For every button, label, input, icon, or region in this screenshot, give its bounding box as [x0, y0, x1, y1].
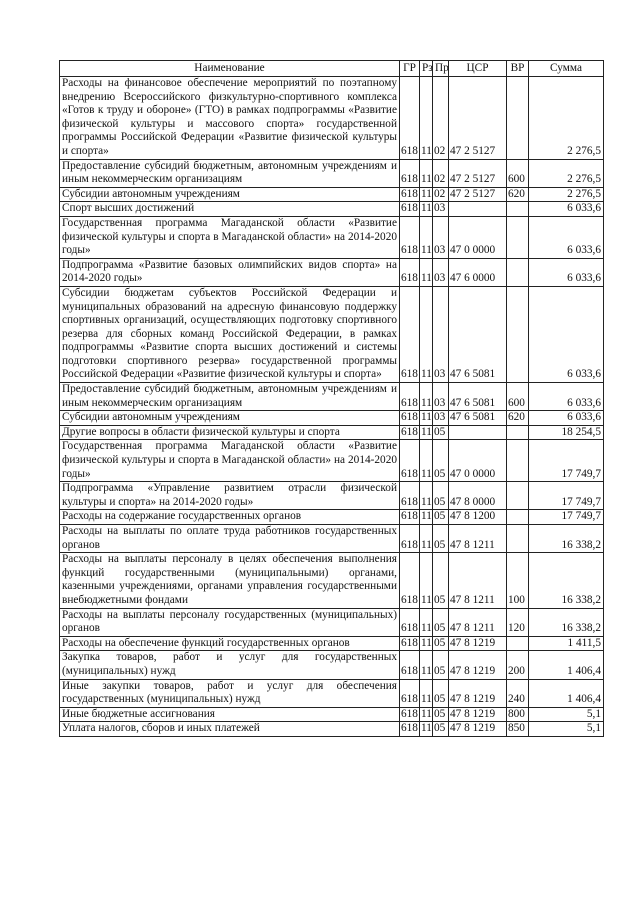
cell-csr: 47 6 5081 [449, 383, 507, 411]
cell-name: Уплата налогов, сборов и иных платежей [60, 722, 400, 737]
cell-rz: 11 [420, 608, 433, 636]
cell-gr: 618 [400, 440, 420, 482]
cell-vr [507, 202, 529, 217]
header-pr: Пр [433, 61, 449, 77]
cell-csr: 47 6 0000 [449, 258, 507, 286]
cell-pr: 03 [433, 411, 449, 426]
cell-name: Закупка товаров, работ и услуг для государственных (муниципальных) нужд [60, 651, 400, 679]
cell-sum: 6 033,6 [529, 202, 604, 217]
cell-vr: 850 [507, 722, 529, 737]
cell-csr: 47 8 1211 [449, 608, 507, 636]
cell-sum: 6 033,6 [529, 383, 604, 411]
cell-gr: 618 [400, 202, 420, 217]
cell-gr: 618 [400, 722, 420, 737]
cell-csr: 47 2 5127 [449, 159, 507, 187]
cell-sum: 6 033,6 [529, 286, 604, 382]
cell-gr: 618 [400, 679, 420, 707]
cell-sum: 2 276,5 [529, 159, 604, 187]
table-row [60, 77, 604, 160]
cell-rz: 11 [420, 411, 433, 426]
cell-sum: 16 338,2 [529, 553, 604, 608]
table-row [60, 258, 604, 286]
table-header-row [60, 61, 604, 77]
cell-rz: 11 [420, 510, 433, 525]
cell-sum: 17 749,7 [529, 510, 604, 525]
cell-csr: 47 6 5081 [449, 411, 507, 426]
cell-pr: 05 [433, 525, 449, 553]
cell-sum: 16 338,2 [529, 525, 604, 553]
header-vr: ВР [507, 61, 529, 77]
table-row [60, 216, 604, 258]
cell-gr: 618 [400, 707, 420, 722]
cell-csr: 47 0 0000 [449, 216, 507, 258]
table-row [60, 159, 604, 187]
cell-csr [449, 425, 507, 440]
cell-vr: 100 [507, 553, 529, 608]
cell-pr: 05 [433, 553, 449, 608]
cell-csr: 47 0 0000 [449, 440, 507, 482]
cell-rz: 11 [420, 159, 433, 187]
table-row [60, 679, 604, 707]
cell-name: Субсидии бюджетам субъектов Российской Федерации и муниципальных образований на адресную финансовую поддержку спортивных организаций, осуществляющих подготовку спортивного резерва для сборных команд Российской Федерации, в рамках подпрограммы «Развитие спорта высших достижений и системы подготовки спортивного резерва» государственной программы Российской Федерации «Развитие физической культуры и спорта» [60, 286, 400, 382]
cell-csr: 47 8 1219 [449, 636, 507, 651]
cell-gr: 618 [400, 425, 420, 440]
cell-gr: 618 [400, 383, 420, 411]
cell-rz: 11 [420, 722, 433, 737]
cell-rz: 11 [420, 679, 433, 707]
cell-name: Предоставление субсидий бюджетным, автономным учреждениям и иным некоммерческим организациям [60, 159, 400, 187]
cell-pr: 03 [433, 383, 449, 411]
cell-name: Расходы на финансовое обеспечение мероприятий по поэтапному внедрению Всероссийского физкультурно-спортивного комплекса «Готов к труду и обороне» (ГТО) в рамках подпрограммы «Развитие физической культуры и массового спорта» государственной программы Российской Федерации «Развитие физической культуры и спорта» [60, 77, 400, 160]
cell-sum: 18 254,5 [529, 425, 604, 440]
table-row [60, 202, 604, 217]
cell-vr [507, 525, 529, 553]
cell-rz: 11 [420, 482, 433, 510]
cell-name: Расходы на выплаты персоналу государственных (муниципальных) органов [60, 608, 400, 636]
table-row [60, 525, 604, 553]
header-rz: Рз [420, 61, 433, 77]
cell-gr: 618 [400, 258, 420, 286]
table-row [60, 510, 604, 525]
cell-gr: 618 [400, 525, 420, 553]
cell-pr: 05 [433, 425, 449, 440]
cell-csr: 47 8 1211 [449, 525, 507, 553]
cell-sum: 6 033,6 [529, 411, 604, 426]
cell-rz: 11 [420, 440, 433, 482]
cell-rz: 11 [420, 425, 433, 440]
cell-sum: 6 033,6 [529, 216, 604, 258]
cell-vr [507, 510, 529, 525]
budget-document-page [59, 60, 603, 737]
table-row [60, 651, 604, 679]
table-row [60, 608, 604, 636]
cell-vr: 800 [507, 707, 529, 722]
table-row [60, 553, 604, 608]
cell-csr: 47 8 1219 [449, 707, 507, 722]
cell-gr: 618 [400, 216, 420, 258]
cell-csr: 47 8 1200 [449, 510, 507, 525]
cell-name: Субсидии автономным учреждениям [60, 411, 400, 426]
cell-csr: 47 8 1219 [449, 722, 507, 737]
cell-pr: 05 [433, 440, 449, 482]
cell-gr: 618 [400, 77, 420, 160]
table-row [60, 707, 604, 722]
cell-pr: 05 [433, 679, 449, 707]
header-csr: ЦСР [449, 61, 507, 77]
cell-csr: 47 8 1211 [449, 553, 507, 608]
header-sum: Сумма [529, 61, 604, 77]
cell-pr: 05 [433, 651, 449, 679]
cell-name: Государственная программа Магаданской области «Развитие физической культуры и спорта в Магаданской области» на 2014-2020 годы» [60, 216, 400, 258]
cell-pr: 02 [433, 187, 449, 202]
cell-sum: 1 406,4 [529, 651, 604, 679]
cell-pr: 05 [433, 482, 449, 510]
header-name: Наименование [60, 61, 400, 77]
cell-vr [507, 216, 529, 258]
cell-sum: 6 033,6 [529, 258, 604, 286]
cell-vr: 120 [507, 608, 529, 636]
cell-csr [449, 202, 507, 217]
cell-sum: 16 338,2 [529, 608, 604, 636]
cell-vr [507, 77, 529, 160]
cell-name: Государственная программа Магаданской области «Развитие физической культуры и спорта в Магаданской области» на 2014-2020 годы» [60, 440, 400, 482]
cell-vr: 200 [507, 651, 529, 679]
cell-pr: 02 [433, 159, 449, 187]
cell-name: Другие вопросы в области физической культуры и спорта [60, 425, 400, 440]
table-row [60, 425, 604, 440]
cell-pr: 02 [433, 77, 449, 160]
cell-gr: 618 [400, 482, 420, 510]
cell-sum: 1 406,4 [529, 679, 604, 707]
cell-gr: 618 [400, 411, 420, 426]
table-row [60, 482, 604, 510]
cell-vr [507, 425, 529, 440]
cell-rz: 11 [420, 707, 433, 722]
budget-table [59, 60, 604, 737]
cell-gr: 618 [400, 286, 420, 382]
cell-rz: 11 [420, 77, 433, 160]
cell-pr: 03 [433, 286, 449, 382]
cell-name: Подпрограмма «Управление развитием отрасли физической культуры и спорта» на 2014-2020 годы» [60, 482, 400, 510]
cell-sum: 17 749,7 [529, 482, 604, 510]
cell-vr: 240 [507, 679, 529, 707]
cell-csr: 47 2 5127 [449, 77, 507, 160]
cell-rz: 11 [420, 258, 433, 286]
cell-gr: 618 [400, 510, 420, 525]
cell-csr: 47 8 1219 [449, 679, 507, 707]
cell-rz: 11 [420, 553, 433, 608]
cell-sum: 2 276,5 [529, 187, 604, 202]
cell-sum: 2 276,5 [529, 77, 604, 160]
cell-vr [507, 440, 529, 482]
table-row [60, 636, 604, 651]
cell-vr [507, 482, 529, 510]
cell-rz: 11 [420, 216, 433, 258]
cell-sum: 5,1 [529, 707, 604, 722]
cell-name: Иные бюджетные ассигнования [60, 707, 400, 722]
cell-pr: 05 [433, 707, 449, 722]
cell-sum: 17 749,7 [529, 440, 604, 482]
cell-vr [507, 636, 529, 651]
cell-rz: 11 [420, 187, 433, 202]
cell-name: Спорт высших достижений [60, 202, 400, 217]
cell-csr: 47 2 5127 [449, 187, 507, 202]
cell-name: Предоставление субсидий бюджетным, автономным учреждениям и иным некоммерческим организациям [60, 383, 400, 411]
cell-pr: 03 [433, 216, 449, 258]
cell-name: Расходы на обеспечение функций государственных органов [60, 636, 400, 651]
cell-name: Подпрограмма «Развитие базовых олимпийских видов спорта» на 2014-2020 годы» [60, 258, 400, 286]
cell-name: Субсидии автономным учреждениям [60, 187, 400, 202]
cell-gr: 618 [400, 608, 420, 636]
table-row [60, 411, 604, 426]
cell-rz: 11 [420, 286, 433, 382]
cell-name: Иные закупки товаров, работ и услуг для обеспечения государственных (муниципальных) нужд [60, 679, 400, 707]
cell-vr [507, 258, 529, 286]
cell-csr: 47 8 0000 [449, 482, 507, 510]
cell-sum: 1 411,5 [529, 636, 604, 651]
cell-vr: 620 [507, 187, 529, 202]
table-row [60, 440, 604, 482]
table-row [60, 187, 604, 202]
cell-rz: 11 [420, 636, 433, 651]
cell-rz: 11 [420, 202, 433, 217]
table-row [60, 286, 604, 382]
cell-rz: 11 [420, 525, 433, 553]
cell-gr: 618 [400, 187, 420, 202]
cell-gr: 618 [400, 159, 420, 187]
cell-csr: 47 8 1219 [449, 651, 507, 679]
cell-rz: 11 [420, 383, 433, 411]
cell-name: Расходы на содержание государственных органов [60, 510, 400, 525]
cell-csr: 47 6 5081 [449, 286, 507, 382]
cell-rz: 11 [420, 651, 433, 679]
cell-gr: 618 [400, 636, 420, 651]
cell-vr: 600 [507, 383, 529, 411]
cell-pr: 05 [433, 722, 449, 737]
cell-pr: 05 [433, 608, 449, 636]
cell-name: Расходы на выплаты по оплате труда работников государственных органов [60, 525, 400, 553]
table-row [60, 722, 604, 737]
cell-gr: 618 [400, 651, 420, 679]
header-gr: ГР [400, 61, 420, 77]
cell-pr: 05 [433, 636, 449, 651]
cell-name: Расходы на выплаты персоналу в целях обеспечения выполнения функций государственными (муниципальными) органами, казенными учреждениями, органами управления государственными внебюджетными фондами [60, 553, 400, 608]
cell-vr [507, 286, 529, 382]
cell-sum: 5,1 [529, 722, 604, 737]
cell-pr: 03 [433, 258, 449, 286]
table-row [60, 383, 604, 411]
cell-pr: 03 [433, 202, 449, 217]
cell-gr: 618 [400, 553, 420, 608]
cell-vr: 620 [507, 411, 529, 426]
cell-vr: 600 [507, 159, 529, 187]
cell-pr: 05 [433, 510, 449, 525]
